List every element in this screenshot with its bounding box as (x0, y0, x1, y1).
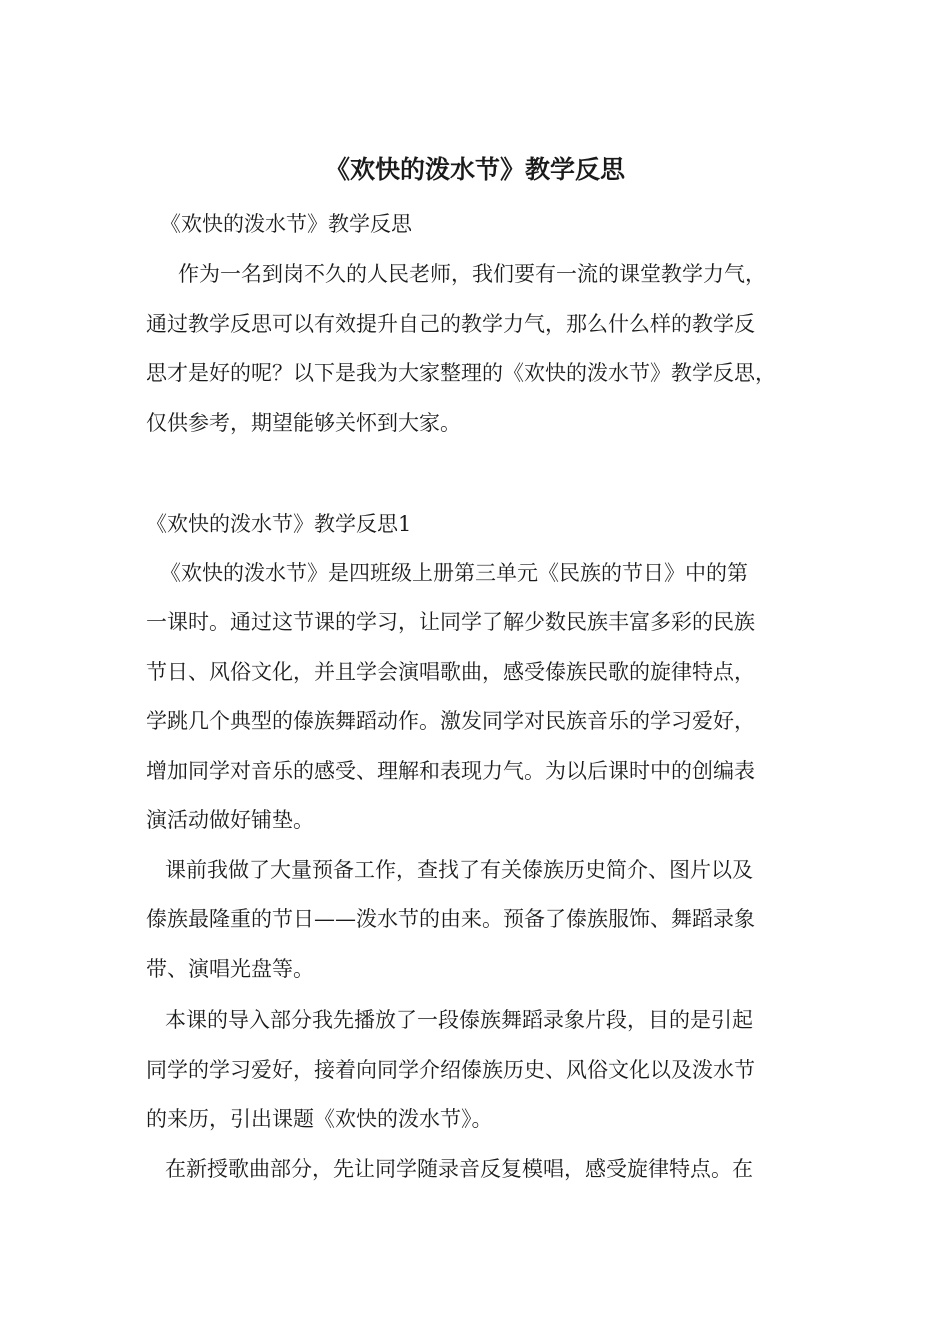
paragraph-line: 通过教学反思可以有效提升自己的教学力气，那么什么样的教学反 (146, 312, 755, 336)
paragraph-line: 《欢快的泼水节》是四班级上册第三单元《民族的节日》中的第 (160, 561, 748, 585)
paragraph-line: 的来历，引出课题《欢快的泼水节》。 (146, 1107, 493, 1131)
paragraph-line: 本课的导入部分我先播放了一段傣族舞蹈录象片段，目的是引起 (165, 1008, 753, 1032)
paragraph-line: 演活动做好铺垫。 (146, 808, 314, 832)
paragraph-line: 思才是好的呢？以下是我为大家整理的《欢快的泼水节》教学反思， (146, 361, 776, 385)
subtitle-line: 《欢快的泼水节》教学反思 (160, 212, 412, 236)
paragraph-line: 作为一名到岗不久的人民老师，我们要有一流的课堂教学力气， (178, 262, 766, 286)
paragraph-line: 增加同学对音乐的感受、理解和表现力气。为以后课时中的创编表 (146, 759, 755, 783)
paragraph-line: 学跳几个典型的傣族舞蹈动作。激发同学对民族音乐的学习爱好， (146, 709, 755, 733)
paragraph-line: 在新授歌曲部分，先让同学随录音反复模唱，感受旋律特点。在 (165, 1157, 753, 1181)
paragraph-line: 傣族最隆重的节日——泼水节的由来。预备了傣族服饰、舞蹈录象 (146, 907, 755, 931)
paragraph-line: 节日、风俗文化，并且学会演唱歌曲，感受傣族民歌的旋律特点， (146, 660, 755, 684)
paragraph-line: 课前我做了大量预备工作，查找了有关傣族历史简介、图片以及 (165, 858, 753, 882)
paragraph-line: 带、演唱光盘等。 (146, 957, 314, 981)
paragraph-line: 仅供参考，期望能够关怀到大家。 (146, 411, 461, 435)
document-title: 《欢快的泼水节》教学反思 (324, 155, 625, 184)
paragraph-line: 一课时。通过这节课的学习，让同学了解少数民族丰富多彩的民族 (146, 610, 755, 634)
paragraph-line: 同学的学习爱好，接着向同学介绍傣族历史、风俗文化以及泼水节 (146, 1058, 755, 1082)
section-heading: 《欢快的泼水节》教学反思1 (146, 512, 412, 536)
